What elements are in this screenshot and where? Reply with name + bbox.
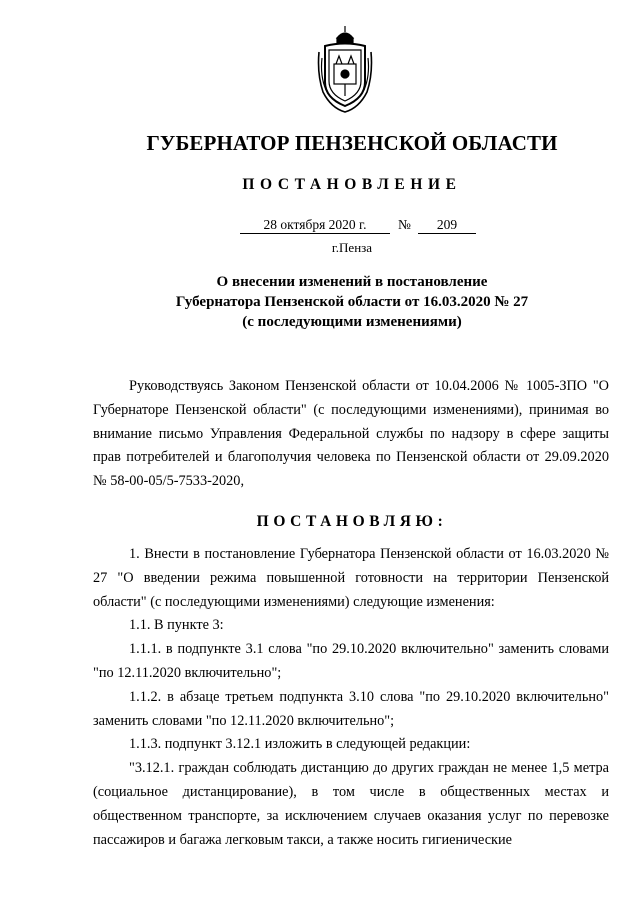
item-1-1-1: 1.1.1. в подпункте 3.1 слова "по 29.10.2020 включительно" заменить словами "по 12.11.2020 включительно"; <box>93 641 609 681</box>
decree-heading: ПОСТАНОВЛЯЮ: <box>256 513 448 530</box>
item-1-1-2: 1.1.2. в абзаце третьем подпункта 3.10 слова "по 29.10.2020 включительно" заменить словами "по 12.11.2020 включительно"; <box>93 688 609 729</box>
item-1-1-3: 1.1.3. подпункт 3.12.1 изложить в следующей редакции: <box>129 736 471 753</box>
subject-line-3: (с последующими изменениями) <box>242 314 462 330</box>
item-3-12-1: "3.12.1. граждан соблюдать дистанцию до других граждан не менее 1,5 метра (социальное дистанцирование), в том числе в общественных местах и общественном транспорте, за исключением случаев оказания услуг по перевозке пассажиров и багажа легковым такси, а также носить гигиенические <box>93 760 609 848</box>
issuer-title: ГУБЕРНАТОР ПЕНЗЕНСКОЙ ОБЛАСТИ <box>146 131 558 155</box>
document-date: 28 октября 2020 г. <box>240 217 390 234</box>
document-city: г.Пенза <box>331 240 373 255</box>
decree-items <box>93 543 609 852</box>
item-1: 1. Внести в постановление Губернатора Пензенской области от 16.03.2020 № 27 "О введении режима повышенной готовности на территории Пензенской области" (с последующими изменениями) следующие изменения: <box>93 546 609 610</box>
subject-line-2: Губернатора Пензенской области от 16.03.2020 № 27 <box>175 294 529 310</box>
document-number: 209 <box>418 217 476 234</box>
number-sign: № <box>398 217 411 232</box>
subject-line-1: О внесении изменений в постановление <box>216 274 488 290</box>
document-type: ПОСТАНОВЛЕНИЕ <box>242 176 462 193</box>
preamble-paragraph: Руководствуясь Законом Пензенской области от 10.04.2006 № 1005-ЗПО "О Губернаторе Пензенской области" (с последующими изменениями), принимая во внимание письмо Управления Федеральной службы по надзору в сфере защиты прав потребителей и благополучия человека по Пензенской области от 29.09.2020 № 58-00-05/5-7533-2020, <box>93 378 609 490</box>
coat-of-arms-emblem <box>317 24 373 116</box>
document-subject <box>0 272 640 332</box>
item-1-1: 1.1. В пункте 3: <box>129 617 224 634</box>
